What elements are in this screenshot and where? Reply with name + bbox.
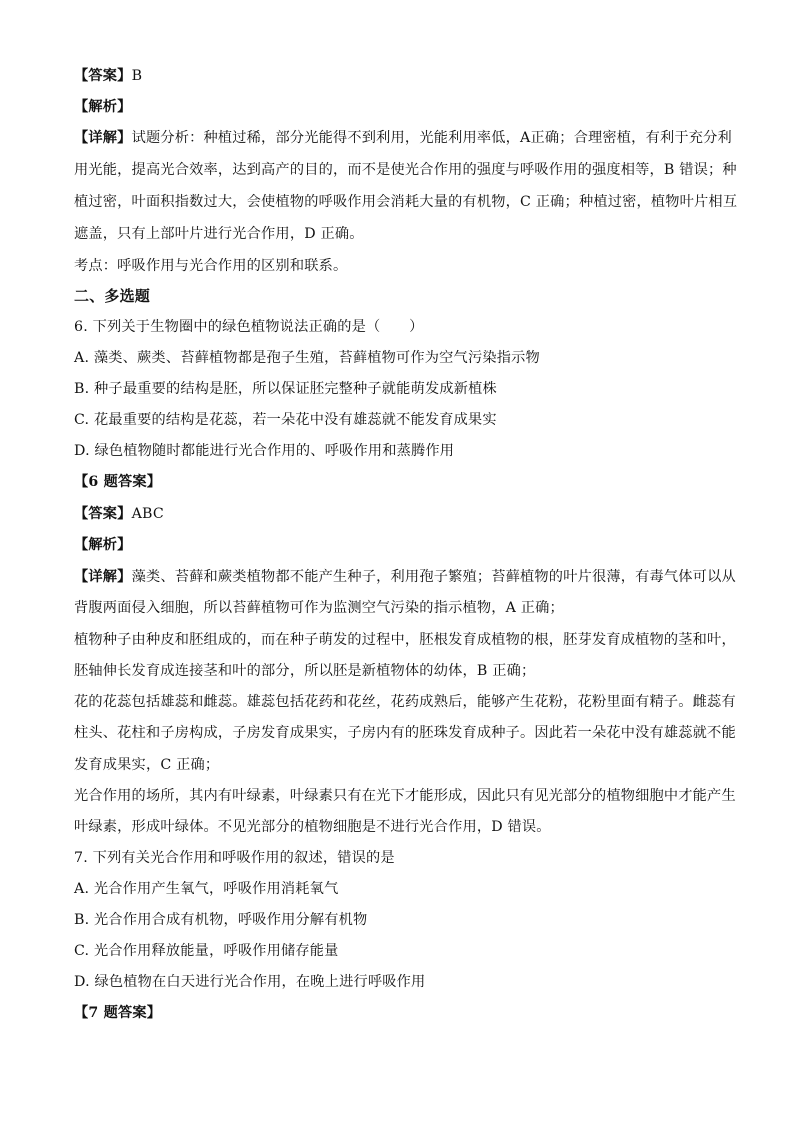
option-b: B. 种子最重要的结构是胚，所以保证胚完整种子就能萌发成新植株	[74, 381, 497, 397]
kaodian-text: 考点：呼吸作用与光合作用的区别和联系。	[74, 258, 348, 274]
answer-label: 【答案】	[74, 506, 132, 522]
option-d: D. 绿色植物随时都能进行光合作用的、呼吸作用和蒸腾作用	[74, 443, 455, 459]
answer-line	[74, 66, 724, 86]
option-a: A. 藻类、蕨类、苔藓植物都是孢子生殖，苔藓植物可作为空气污染指示物	[74, 350, 540, 366]
detail-text: 用光能，提高光合效率，达到高产的目的，而不是使光合作用的强度与呼吸作用的强度相等，B 错误；种	[74, 162, 737, 178]
detail-text: 植物种子由种皮和胚组成的，而在种子萌发的过程中，胚根发育成植物的根，胚芽发育成植物的茎和叶，	[74, 632, 736, 648]
detail-label: 【详解】	[74, 130, 132, 146]
detail-line	[74, 128, 732, 148]
answer-header: 【7 题答案】	[74, 1005, 162, 1021]
detail-text: 光合作用的场所，其内有叶绿素，叶绿素只有在光下才能形成，因此只有见光部分的植物细胞中才能产生	[74, 788, 736, 804]
section-title: 二、多选题	[74, 287, 151, 305]
detail-text: 遮盖，只有上部叶片进行光合作用，D 正确。	[74, 226, 364, 242]
detail-line	[74, 567, 736, 587]
analysis-label: 【解析】	[74, 99, 132, 115]
analysis-label: 【解析】	[74, 537, 132, 553]
question-stem: 7. 下列有关光合作用和呼吸作用的叙述，错误的是	[74, 850, 395, 866]
detail-text: 叶绿素，形成叶绿体。不见光部分的植物细胞是不进行光合作用，D 错误。	[74, 819, 551, 835]
detail-text: 发育成果实，C 正确；	[74, 757, 220, 773]
option-b: B. 光合作用合成有机物，呼吸作用分解有机物	[74, 912, 368, 928]
answer-line	[74, 504, 724, 524]
answer-label: 【答案】	[74, 68, 132, 84]
detail-text: 背腹两面侵入细胞，所以苔藓植物可作为监测空气污染的指示植物，A 正确；	[74, 600, 564, 616]
answer-value: ABC	[131, 506, 164, 522]
answer-header: 【6 题答案】	[74, 474, 162, 490]
detail-text: 花的花蕊包括雄蕊和雌蕊。雄蕊包括花药和花丝，花药成熟后，能够产生花粉，花粉里面有精子。雌蕊有	[74, 694, 736, 710]
detail-text: 植过密，叶面积指数过大，会使植物的呼吸作用会消耗大量的有机物，C 正确；种植过密，植物叶片相互	[74, 194, 738, 210]
detail-text: 藻类、苔藓和蕨类植物都不能产生种子，利用孢子繁殖；苔藓植物的叶片很薄，有毒气体可以从	[131, 569, 736, 585]
answer-value: B	[131, 68, 143, 84]
option-c: C. 花最重要的结构是花蕊，若一朵花中没有雄蕊就不能发育成果实	[74, 412, 497, 428]
detail-label: 【详解】	[74, 569, 132, 585]
option-c: C. 光合作用释放能量，呼吸作用储存能量	[74, 943, 339, 959]
option-d: D. 绿色植物在白天进行光合作用，在晚上进行呼吸作用	[74, 974, 426, 990]
detail-text: 柱头、花柱和子房构成，子房发育成果实，子房内有的胚珠发育成种子。因此若一朵花中没有雄蕊就不能	[74, 725, 736, 741]
detail-text: 试题分析：种植过稀，部分光能得不到利用，光能利用率低，A正确；合理密植，有利于充分利	[131, 130, 732, 146]
question-stem: 6. 下列关于生物圈中的绿色植物说法正确的是（ ）	[74, 319, 424, 335]
detail-text: 胚轴伸长发育成连接茎和叶的部分，所以胚是新植物体的幼体，B 正确；	[74, 663, 536, 679]
option-a: A. 光合作用产生氧气，呼吸作用消耗氧气	[74, 881, 339, 897]
